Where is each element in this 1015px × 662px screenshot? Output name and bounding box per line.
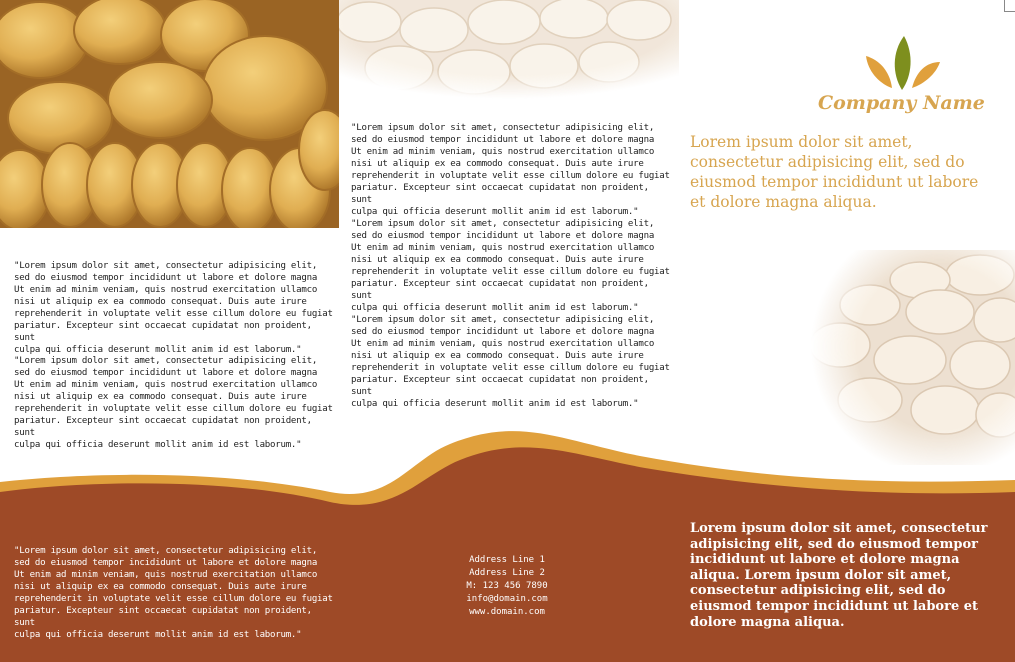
middle-paragraph-2: "Lorem ipsum dolor sit amet, consectetur adipisicing elit, sed do eiusmod tempor incididunt ut labore et dolore magna Ut enim ad minim veniam, quis nostrud exercitation ullamco nisi ut aliquip ex ea commodo consequat. Duis aute irure reprehenderit in voluptate velit esse cillum dolore eu fugiat pariatur. Excepteur sint occaecat cupidatat non proident, sunt culpa qui officia deserunt mollit anim id est laborum.": [351, 219, 670, 313]
company-name: Company Name: [818, 92, 985, 114]
leaf-drops-icon: [862, 34, 942, 94]
address-line-2: Address Line 2: [469, 568, 545, 578]
left-paragraph-2: "Lorem ipsum dolor sit amet, consectetur adipisicing elit, sed do eiusmod tempor incididunt ut labore et dolore magna Ut enim ad minim veniam, quis nostrud exercitation ullamco nisi ut aliquip ex ea commodo consequat. Duis aute irure reprehenderit in voluptate velit esse cillum dolore eu fugiat pariatur. Excepteur sint occaecat cupidatat non proident, sunt culpa qui officia deserunt mollit anim id est laborum.": [14, 356, 333, 450]
left-paragraph-3: "Lorem ipsum dolor sit amet, consectetur adipisicing elit, sed do eiusmod tempor incididunt ut labore et dolore magna Ut enim ad minim veniam, quis nostrud exercitation ullamco nisi ut aliquip ex ea commodo consequat. Duis aute irure reprehenderit in voluptate velit esse cillum dolore eu fugiat pariatur. Excepteur sint occaecat cupidatat non proident, sunt culpa qui officia deserunt mollit anim id est laborum.": [14, 546, 333, 640]
middle-paragraph-3: "Lorem ipsum dolor sit amet, consectetur adipisicing elit, sed do eiusmod tempor incididunt ut labore et dolore magna Ut enim ad minim veniam, quis nostrud exercitation ullamco nisi ut aliquip ex ea commodo consequat. Duis aute irure reprehenderit in voluptate velit esse cillum dolore eu fugiat pariatur. Excepteur sint occaecat cupidatat non proident, sunt culpa qui officia deserunt mollit anim id est laborum.": [351, 315, 670, 409]
intro-text: Lorem ipsum dolor sit amet, consectetur adipisicing elit, sed do eiusmod tempor incididunt ut labore et dolore magna aliqua.: [690, 133, 979, 211]
phone-number: M: 123 456 7890: [466, 581, 548, 591]
website-address: www.domain.com: [469, 607, 545, 617]
left-paragraph-1: "Lorem ipsum dolor sit amet, consectetur adipisicing elit, sed do eiusmod tempor incididunt ut labore et dolore magna Ut enim ad minim veniam, quis nostrud exercitation ullamco nisi ut aliquip ex ea commodo consequat. Duis aute irure reprehenderit in voluptate velit esse cillum dolore eu fugiat pariatur. Excepteur sint occaecat cupidatat non proident, sunt culpa qui officia deserunt mollit anim id est laborum.": [14, 261, 333, 355]
cookies-photo: [0, 0, 339, 228]
address-block: [437, 554, 577, 619]
email-address: info@domain.com: [466, 594, 548, 604]
middle-paragraph-1: "Lorem ipsum dolor sit amet, consectetur adipisicing elit, sed do eiusmod tempor incididunt ut labore et dolore magna Ut enim ad minim veniam, quis nostrud exercitation ullamco nisi ut aliquip ex ea commodo consequat. Duis aute irure reprehenderit in voluptate velit esse cillum dolore eu fugiat pariatur. Excepteur sint occaecat cupidatat non proident, sunt culpa qui officia deserunt mollit anim id est laborum.": [351, 123, 670, 217]
address-line-1: Address Line 1: [469, 555, 545, 565]
crop-mark: [1004, 0, 1015, 12]
bottom-bold-text: Lorem ipsum dolor sit amet, consectetur adipisicing elit, sed do eiusmod tempor incididunt ut labore et dolore magna aliqua. Lorem ipsum dolor sit amet, consectetur adipisicing elit, sed do eiusmod tempor incididunt ut labore et dolore magna aliqua.: [690, 521, 988, 630]
pastry-photo-top: [339, 0, 679, 110]
